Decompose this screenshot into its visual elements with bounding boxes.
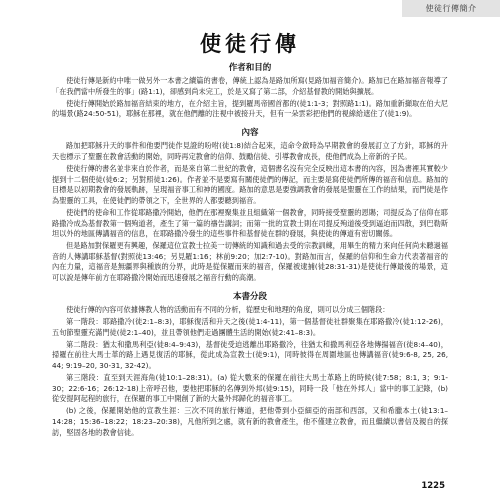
running-header: 使徒行傳簡介 — [402, 0, 500, 17]
paragraph: 使徒們的使命和工作從耶路撒冷開始，他們在那裡聚集並且組織第一個教會，同時接受聖靈的恩賜；司提反為了信仰在耶路撒冷成為基督教第一個殉道者，產生了第一篇的禱告講詞；而第一批的宣教士則在司提反殉道後受到逼迫而四散，到巴勒斯坦以外的地區傳講福音的信息，在耶路撒冷發生的這些事件和基督徒在群的發展，與使徒的傳道有密切關係。 — [52, 207, 448, 239]
paragraph: 使徒行傳是新約中唯一做另外一本書之續篇的書卷，傳統上認為是路加所寫(見路加福音簡介)。路加已在路加福音報導了「在我們當中所發生的事」(路1:1)，卻感到尚未完工，於是又寫了第二部，介紹基督教的開始與擴展。 — [52, 76, 448, 96]
paragraph: 第一階段：耶路撒冷(徒2:1–8:3)，耶穌復活和升天之後(徒1:4-11)，第一個基督徒社群聚集在耶路撒冷(徒1:12-26)，五旬節聖靈充滿門徒(徒2:1–40)，並且帶領他們走過團體生活的開始(徒2:41–8:3)。 — [52, 317, 448, 337]
section-content — [52, 127, 448, 283]
section-heading: 本書分段 — [232, 292, 267, 303]
paragraph: 使徒行傳開始於路加福音結束的地方，在介紹主旨，提到羅馬帝國首都的(徒1:1-3；對照路1:1)。路加重新擷取在伯大尼的場景(路24:50-51)，耶穌在那裡，就在他們離的注視中被接升天，但有一朵雲彩把他們的視線給遮住了(徒1:9)。 — [52, 98, 448, 119]
paragraph: 第三階段：直至到天涯海角(徒10:1–28:31)。(a) 從大數來的保羅在前往大馬士革路上的時候(徒7:58；8:1, 3；9:1-30；22:6-16；26:12-18)上帝呼召他，要他把耶穌的名傳到外邦(徒9:15)，同時一段「他在外邦人」當中的事工記錄，(b) 從安提阿起程的旅行，在保羅的事工中開創了新的大量外邦歸化的福音事工。 — [52, 373, 448, 404]
document-body — [52, 62, 448, 440]
section-outline — [52, 291, 448, 438]
section-heading: 內容 — [241, 128, 259, 139]
paragraph: 使徒行傳的內容可依據傳教人物的活動而有不同的分析，從歷史和地理的角度，則可以分成三個階段： — [66, 305, 390, 315]
paragraph: 路加把耶穌升天的事件和他要門徒作見證的吩咐(徒1:8)結合起來，這命令啟時為早期教會的發展訂立了方針，耶穌的升天也標示了聖靈在教會活動的開始，同時再定教會的信仰、鼓勵信徒、引導教會成長，使他們成為上帝新的子民。 — [52, 141, 448, 161]
section-author-purpose — [52, 62, 448, 120]
paragraph: (b) 之後，保羅開始他的宣教生涯：三次不同的旅行傳道，把他帶到小亞細亞的南部和西部，又和希臘本土(徒13:1–14:28；15:36–18:22；18:23–20:38)，凡他所到之處，就有新的教會產生，他不僅建立教會，而且繼續以書信及親自的探訪，堅固各地的教會信徒。 — [52, 406, 448, 437]
page-title: 使徒行傳 — [200, 31, 300, 56]
paragraph: 第二階段：猶太和撒馬利亞(徒8:4–9:43)，基督徒受迫逃離出耶路撒冷，往猶太和撒馬利亞各地傳揚福音(徒8:4–40)，掃羅在前往大馬士革的路上遇見復活的耶穌，從此成為宣教士(徒9:1)，同時彼得在周圍地區也傳講福音(徒9:6-8, 25, 26, 44; 9:19–20, 30-31, 32-42)。 — [52, 339, 448, 371]
section-heading: 作者和目的 — [228, 63, 272, 73]
page-number: 1225 — [421, 481, 445, 491]
paragraph: 但是路加對保羅更有興趣，保羅這位宣教士拉美一切傳統的知識和過去受的宗教訓練，用畢生的精力來向任何尚未聽過福音的人傳講耶穌基督(對照徒13:46；另見羅1:16；林前9:20；加2:7-10)。對路加而言，保羅的信仰和生命力代表著福音的內在力量，這福音是無疆界與種族的分界，此時是從保羅而來的福音，保羅被逮捕(徒28:31-31)是使徒行傳最後的場景，這可以說是傳年前方在耶路撒冷開始而迅速發展之福音行動的高潮。 — [52, 241, 448, 282]
paragraph: 使徒行傳的書名並非來自於作者，而是來自第二世紀的教會，這個書名沒有完全反映出這本書的內容，因為書裡其實較少提到十二個使徒(徒6:2；另對照徒1:26)。作者並不是要寫有關使徒們的傳記，而主要是寫使徒們所傳的福音和信息。路加的目標是以初期教會的發展軌跡，呈現福音事工和神的國度。路加的意思是要強調教會的發展是聖靈在工作的結果，而門徒是作為聖靈的工具，在使徒們的帶領之下，全世界的人都要聽到福音。 — [52, 164, 448, 205]
